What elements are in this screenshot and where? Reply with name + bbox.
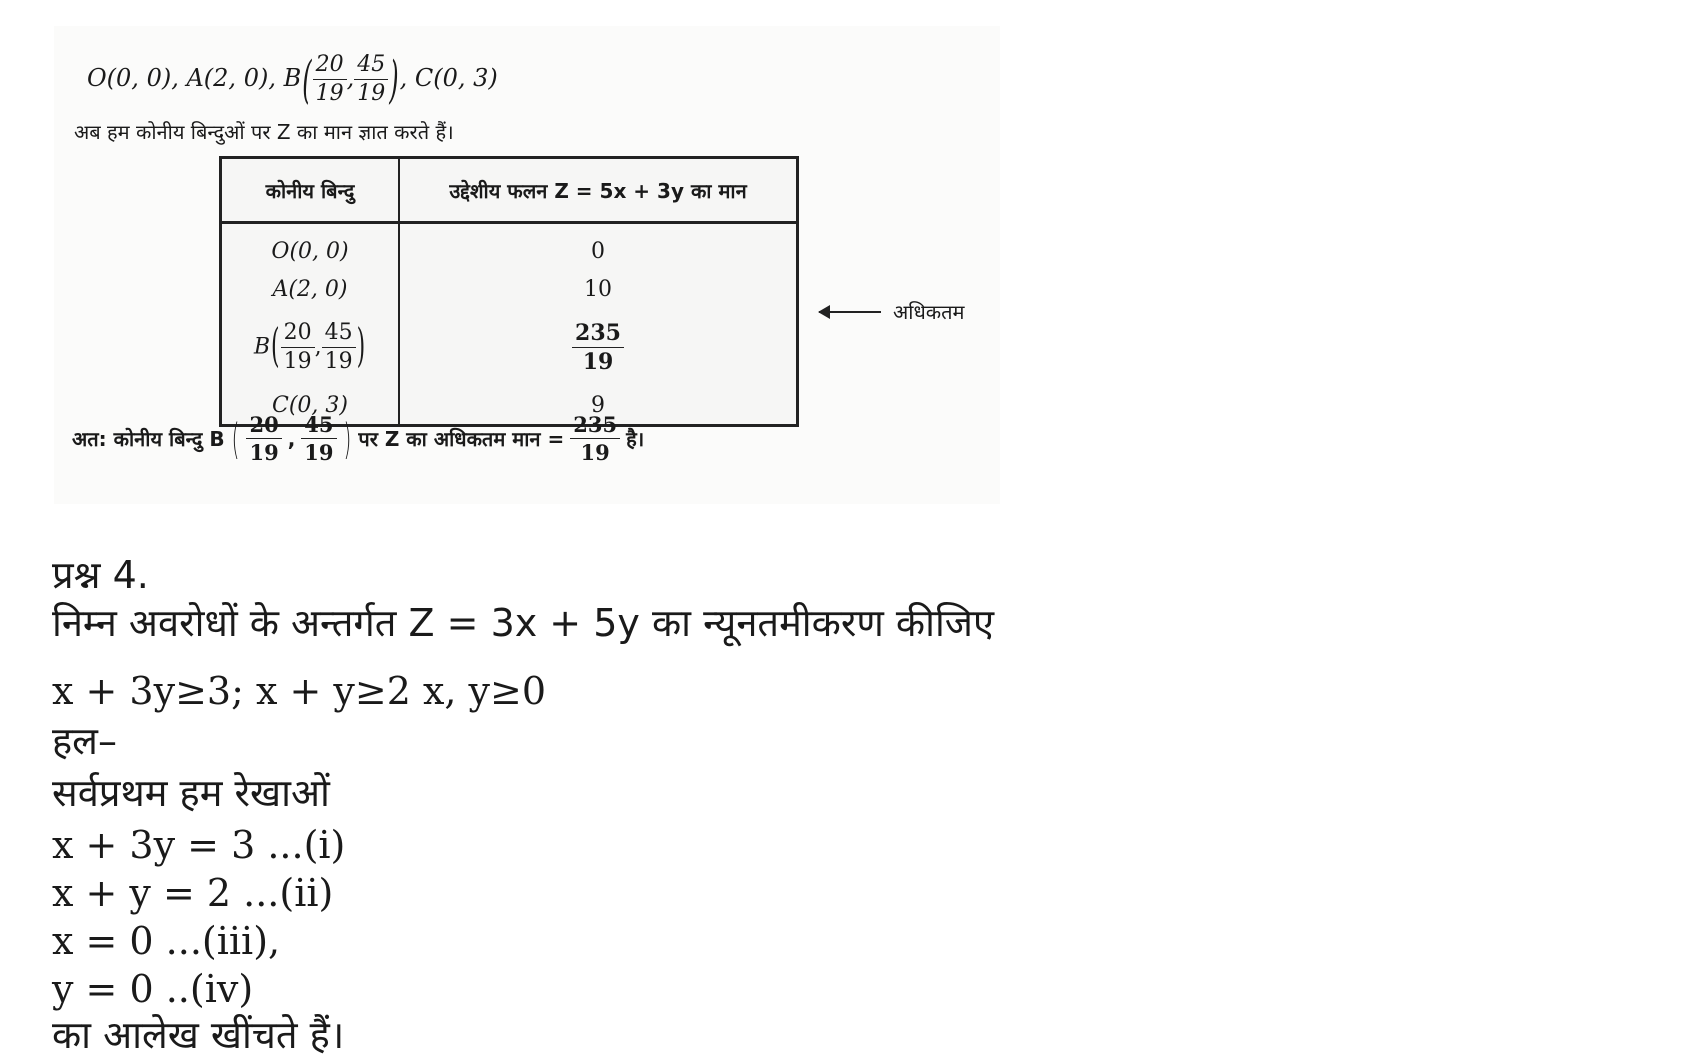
equation-i: x + 3y = 3 ...(i) bbox=[52, 823, 346, 867]
question-label: प्रश्न 4. bbox=[52, 553, 149, 597]
cell-value-max: $\frac{235}{19}$ bbox=[399, 308, 798, 386]
header-corner-point: कोनीय बिन्दु bbox=[221, 158, 400, 223]
table-header-row bbox=[221, 158, 798, 223]
maximum-label: अधिकतम bbox=[893, 300, 965, 324]
corner-values-table bbox=[219, 156, 799, 427]
cell-point-b: B( $\frac{20}{19}$ , $\frac{45}{19}$ ) bbox=[221, 308, 400, 386]
table-row bbox=[221, 308, 798, 386]
left-arrow-icon bbox=[819, 311, 881, 313]
point-a: A(2, 0), bbox=[186, 64, 276, 92]
problem-statement: निम्न अवरोधों के अन्तर्गत Z = 3x + 5y का न्यूनतमीकरण कीजिए bbox=[52, 601, 995, 645]
cell-point: O(0, 0) bbox=[221, 223, 400, 271]
intro-text: अब हम कोनीय बिन्दुओं पर Z का मान ज्ञात करते हैं। bbox=[74, 120, 454, 144]
solution-closing: का आलेख खींचते हैं। bbox=[52, 1013, 345, 1057]
solution-label: हल– bbox=[52, 719, 117, 763]
point-b-y: $\frac{45}{19}$ bbox=[354, 54, 388, 105]
cell-point: A(2, 0) bbox=[221, 270, 400, 308]
point-o: O(0, 0), bbox=[87, 64, 179, 92]
equation-iii: x = 0 ...(iii), bbox=[52, 919, 281, 963]
table-row bbox=[221, 270, 798, 308]
cell-value: 0 bbox=[399, 223, 798, 271]
corner-points-line: O(0, 0), A(2, 0), B( $\frac{20}{19}$ , $\frac{45}{19}$ ), C(0, 3) bbox=[87, 50, 498, 109]
scanned-textbook-excerpt bbox=[54, 26, 1000, 504]
table-row bbox=[221, 223, 798, 271]
cell-value: 9 bbox=[399, 386, 798, 426]
cell-value: 10 bbox=[399, 270, 798, 308]
point-b-x: $\frac{20}{19}$ bbox=[313, 54, 347, 105]
maximum-annotation bbox=[819, 298, 964, 325]
solution-intro: सर्वप्रथम हम रेखाओं bbox=[52, 771, 330, 815]
point-b-label: B bbox=[283, 64, 302, 92]
header-objective-value: उद्देशीय फलन Z = 5x + 3y का मान bbox=[399, 158, 798, 223]
constraints: x + 3y≥3; x + y≥2 x, y≥0 bbox=[52, 669, 547, 713]
equation-iv: y = 0 ..(iv) bbox=[52, 967, 254, 1011]
point-c: , C(0, 3) bbox=[399, 64, 498, 92]
conclusion-line: अत: कोनीय बिन्दु B ( $\frac{20}{19}$ , $\frac{45}{19}$ ) पर Z का अधिकतम मान = $\frac{235}{19}$ है। bbox=[72, 412, 645, 465]
cell-point: C(0, 3) bbox=[221, 386, 400, 426]
equation-ii: x + y = 2 ...(ii) bbox=[52, 871, 334, 915]
